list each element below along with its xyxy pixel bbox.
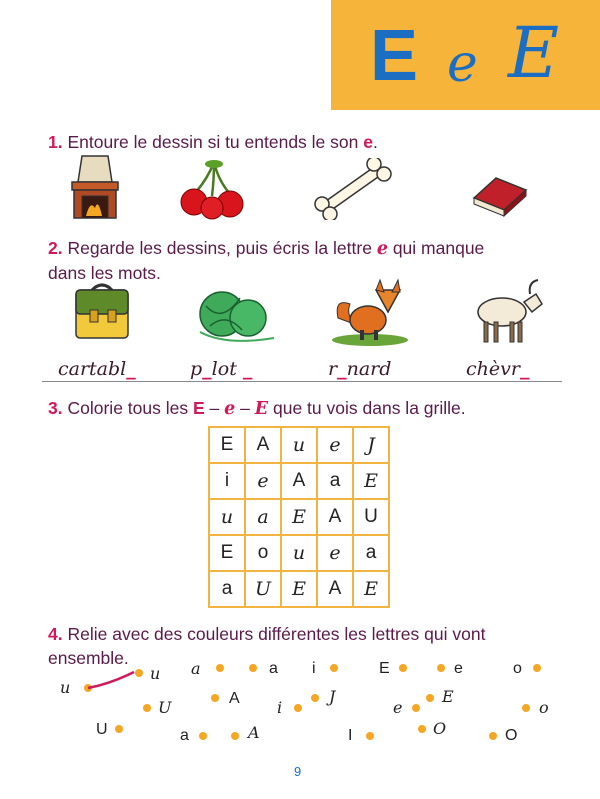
grid-cell[interactable]: a	[317, 463, 353, 499]
match-dot[interactable]	[522, 704, 530, 712]
match-letter: a	[191, 659, 201, 678]
grid-cell[interactable]: u	[281, 427, 317, 463]
match-dot[interactable]	[249, 664, 257, 672]
match-dot[interactable]	[211, 694, 219, 702]
match-letter: J	[329, 687, 336, 706]
blank-field[interactable]: _	[126, 358, 136, 380]
blank-field[interactable]: _	[202, 358, 212, 380]
grid-cell[interactable]: a	[245, 499, 281, 535]
wool-ball-icon[interactable]	[196, 284, 276, 344]
grid-cell[interactable]: E	[209, 427, 245, 463]
grid-row	[209, 427, 389, 463]
grid-cell[interactable]: A	[245, 427, 281, 463]
grid-cell[interactable]: e	[245, 463, 281, 499]
match-letter: A	[229, 690, 240, 707]
book-icon[interactable]	[470, 168, 530, 218]
blank-field[interactable]: _	[337, 358, 347, 380]
match-letter: a	[269, 660, 278, 677]
match-dot[interactable]	[533, 664, 541, 672]
match-dot[interactable]	[399, 664, 407, 672]
match-letter: u	[60, 678, 71, 697]
grid-cell[interactable]: i	[209, 463, 245, 499]
blank-field[interactable]: _	[242, 358, 253, 380]
match-letter: O	[505, 727, 518, 744]
grid-cell[interactable]: U	[353, 499, 389, 535]
match-dot[interactable]	[418, 725, 426, 733]
grid-cell[interactable]: E	[281, 571, 317, 607]
match-dot[interactable]	[143, 704, 151, 712]
grid-cell[interactable]: u	[281, 535, 317, 571]
match-letter: u	[150, 664, 161, 683]
match-letter: a	[180, 727, 189, 744]
writing-line	[42, 381, 562, 382]
page-number: 9	[294, 764, 302, 779]
match-letter: E	[442, 687, 454, 706]
grid-row	[209, 499, 389, 535]
grid-row	[209, 535, 389, 571]
fireplace-icon[interactable]	[68, 154, 122, 220]
grid-row	[209, 571, 389, 607]
match-letter: i	[277, 698, 283, 717]
word-chevre: chèvr_	[466, 358, 530, 380]
match-letter: O	[433, 719, 447, 738]
match-dot[interactable]	[426, 694, 434, 702]
goat-icon[interactable]	[470, 278, 548, 346]
bone-icon[interactable]	[312, 158, 392, 220]
grid-cell[interactable]: E	[353, 571, 389, 607]
header-cursive-upper: E	[508, 12, 560, 94]
grid-cell[interactable]: e	[317, 427, 353, 463]
word-cartable: cartabl_	[58, 358, 136, 380]
letter-grid	[208, 426, 390, 608]
match-letter: o	[539, 698, 549, 717]
match-letter: i	[312, 660, 316, 677]
schoolbag-icon[interactable]	[70, 280, 134, 342]
grid-cell[interactable]: o	[245, 535, 281, 571]
connector-line	[86, 668, 140, 692]
match-letter: I	[348, 727, 353, 744]
match-dot[interactable]	[294, 704, 302, 712]
grid-cell[interactable]: A	[317, 499, 353, 535]
header-cursive-lower: e	[447, 34, 478, 94]
grid-cell[interactable]: J	[353, 427, 389, 463]
match-letter: e	[454, 660, 463, 677]
fox-icon[interactable]	[330, 278, 410, 348]
match-dot[interactable]	[199, 732, 207, 740]
cherries-icon[interactable]	[178, 158, 248, 220]
question-2: 2. Regarde les dessins, puis écris la lettre e qui manque dans les mots.	[48, 238, 485, 283]
match-dot[interactable]	[489, 732, 497, 740]
match-dot[interactable]	[115, 725, 123, 733]
grid-cell[interactable]: E	[353, 463, 389, 499]
grid-cell[interactable]: E	[281, 499, 317, 535]
question-3: 3. Colorie tous les E – e – E que tu vois dans la grille.	[48, 398, 466, 419]
grid-cell[interactable]: A	[281, 463, 317, 499]
blank-field[interactable]: _	[519, 358, 530, 380]
match-dot[interactable]	[216, 664, 224, 672]
grid-cell[interactable]: a	[209, 571, 245, 607]
match-letter: e	[393, 698, 403, 717]
match-dot[interactable]	[311, 694, 319, 702]
grid-cell[interactable]: a	[353, 535, 389, 571]
match-letter: U	[96, 721, 108, 738]
question-4: 4. Relie avec des couleurs différentes les lettres qui vont ensemble.	[48, 624, 486, 668]
match-dot[interactable]	[135, 669, 143, 677]
header-print-upper: E	[370, 16, 419, 96]
match-letter: o	[513, 660, 522, 677]
question-1: 1. Entoure le dessin si tu entends le son e.	[48, 132, 378, 152]
word-pelote: p_lot _	[190, 358, 253, 380]
match-letter: A	[248, 723, 260, 742]
grid-cell[interactable]: U	[245, 571, 281, 607]
grid-cell[interactable]: e	[317, 535, 353, 571]
match-dot[interactable]	[437, 664, 445, 672]
word-renard: r_nard	[328, 358, 392, 380]
grid-cell[interactable]: u	[209, 499, 245, 535]
grid-cell[interactable]: A	[317, 571, 353, 607]
match-letter: E	[379, 660, 390, 677]
match-dot[interactable]	[330, 664, 338, 672]
match-letter: U	[158, 698, 172, 717]
match-dot[interactable]	[231, 732, 239, 740]
match-dot[interactable]	[366, 732, 374, 740]
grid-row	[209, 463, 389, 499]
match-dot[interactable]	[412, 704, 420, 712]
grid-cell[interactable]: E	[209, 535, 245, 571]
